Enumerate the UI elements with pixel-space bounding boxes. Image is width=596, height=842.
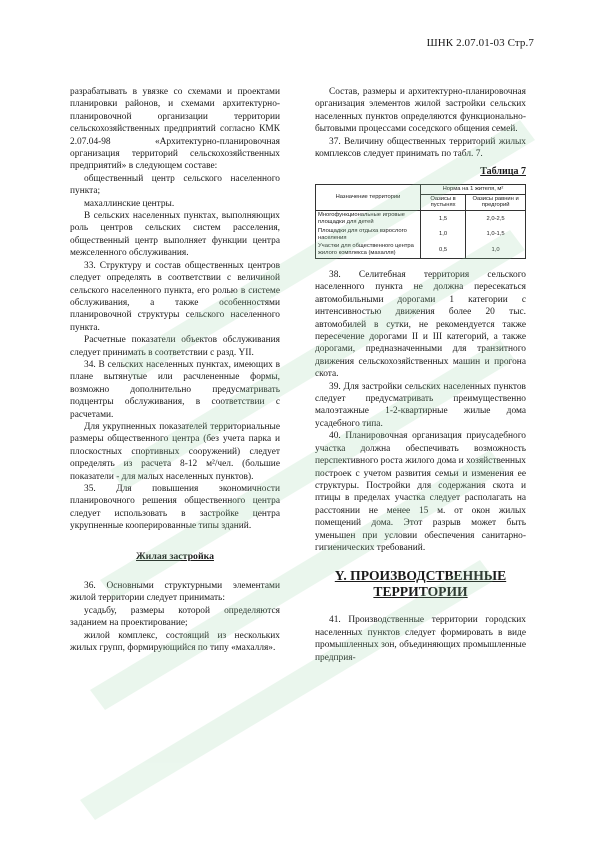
paragraph: махаллинские центры. <box>84 198 175 209</box>
table-header-purpose: Назначение территории <box>316 184 421 210</box>
paragraph: Состав, размеры и архитектурно-планировочная организация элементов жилой застройки сельских населенных пунктов определяются функционально-бытовыми процессами соседского общения семей. <box>315 87 526 135</box>
table-cell-value: 2,0-2,5 <box>466 211 526 227</box>
table-header-plains: Оазисы равнин и предгорий <box>466 194 526 211</box>
table-cell-value: 1,5 <box>421 211 466 227</box>
table-row <box>316 211 526 227</box>
left-column <box>70 86 280 654</box>
paragraph: 34. В сельских населенных пунктах, имеющих в плане вытянутые или расчлененные формы, возможно дополнительно предусматривать подцентры обслуживания, в соответствии с расчетами. <box>70 359 280 420</box>
table-title: Таблица 7 <box>480 166 526 178</box>
paragraph: 39. Для застройки сельских населенных пунктов следует предусматривать преимущественно малоэтажные 1-2-квартирные жилые дома усадебного типа. <box>315 381 526 429</box>
chapter-title: Y. ПРОИЗВОДСТВЕННЫЕ ТЕРРИТОРИИ <box>334 568 507 600</box>
paragraph: жилой комплекс, состоящий из нескольких жилых групп, формирующийся по типу «махалля». <box>70 630 280 654</box>
paragraph: общественный центр сельского населенного пункта; <box>70 173 280 197</box>
section-title: Жилая застройка <box>136 550 214 562</box>
paragraph: В сельских населенных пунктах, выполняющих роль центров сельских систем расселения, общественный центр выполняет функции центра межселенного обслуживания. <box>70 211 280 259</box>
page-header: ШНК 2.07.01-03 Стр.7 <box>426 37 534 49</box>
table-cell-name: Многофункциональные игровые площадки для детей <box>316 211 421 227</box>
paragraph: 33. Структуру и состав общественных центров следует определять в соответствии с величиной сельского населенного пункта, его ролью в системе обслуживания, а также особенностями планировочной структуры сельского населенного пункта. <box>70 260 280 333</box>
paragraph: 36. Основными структурными элементами жилой территории следует принимать: <box>70 581 280 604</box>
paragraph: 40. Планировочная организация приусадебного участка должна обеспечивать возможность перспективного роста жилого дома и хозяйственных построек с учетом развития семьи и изменения ее структуры. Постройки для содержания скота и птицы в пределах участка следует располагать на расстоянии не менее 15 м. от окон жилых помещений дома. Этот разрыв может быть уменьшен при условии обеспечения санитарно-гигиенических требований. <box>315 431 526 553</box>
paragraph: 41. Производственные территории городских населенных пунктов следует формировать в виде промышленных зон, объединяющих промышленные предприя- <box>315 615 526 663</box>
table-header-desert: Оазисы в пустынях <box>421 194 466 211</box>
paragraph: 35. Для повышения экономичности планировочного решения общественного центра следует использовать в застройке центра укрупненные кооперированные типы зданий. <box>70 484 280 532</box>
table-row <box>316 227 526 243</box>
table-cell-name: Площадки для отдыха взрослого населения <box>316 227 421 243</box>
table-header-norm: Норма на 1 жителя, м² <box>421 184 526 194</box>
paragraph: 37. Величину общественных территорий жилых комплексов следует принимать по табл. 7. <box>315 136 526 160</box>
table-cell-value: 1,0-1,5 <box>466 227 526 243</box>
table-cell-value: 1,0 <box>466 242 526 258</box>
paragraph: усадьбу, размеры которой определяются заданием на проектирование; <box>70 605 280 629</box>
table-cell-value: 1,0 <box>421 227 466 243</box>
norms-table <box>315 184 526 259</box>
paragraph: Для укрупненных показателей территориальные размеры общественного центра (без учета парка и плоскостных спортивных сооружений) следует определять из расчета 8-12 м²/чел. (большие показатели - для малых населенных пунктов). <box>70 421 280 482</box>
table-cell-name: Участки для общественного центра жилого комплекса (махалля) <box>316 242 421 258</box>
table-cell-value: 0,5 <box>421 242 466 258</box>
table-row <box>316 242 526 258</box>
paragraph: Расчетные показатели объектов обслуживания следует принимать в соответствии с разд. YII. <box>70 335 280 358</box>
paragraph: разрабатывать в увязке со схемами и проектами планировки районов, и схемами архитектурно-планировочной организации территории сельскохозяйственных предприятий согласно КМК 2.07.04-98 «Архитектурно-планировочная организация территорий сельскохозяйственных предприятий» в следующем составе: <box>70 87 280 172</box>
paragraph: 38. Селитебная территория сельского населенного пункта не должна пересекаться автомобильными дорогами 1 категории с интенсивностью движения более 20 тыс. автомобилей в сутки, не рекомендуется также пересечение дорогами II и III категорий, а также дорогами, предназначенными для транзитного движения сельскохозяйственных машин и прогона скота. <box>315 270 526 380</box>
right-column <box>315 86 526 664</box>
